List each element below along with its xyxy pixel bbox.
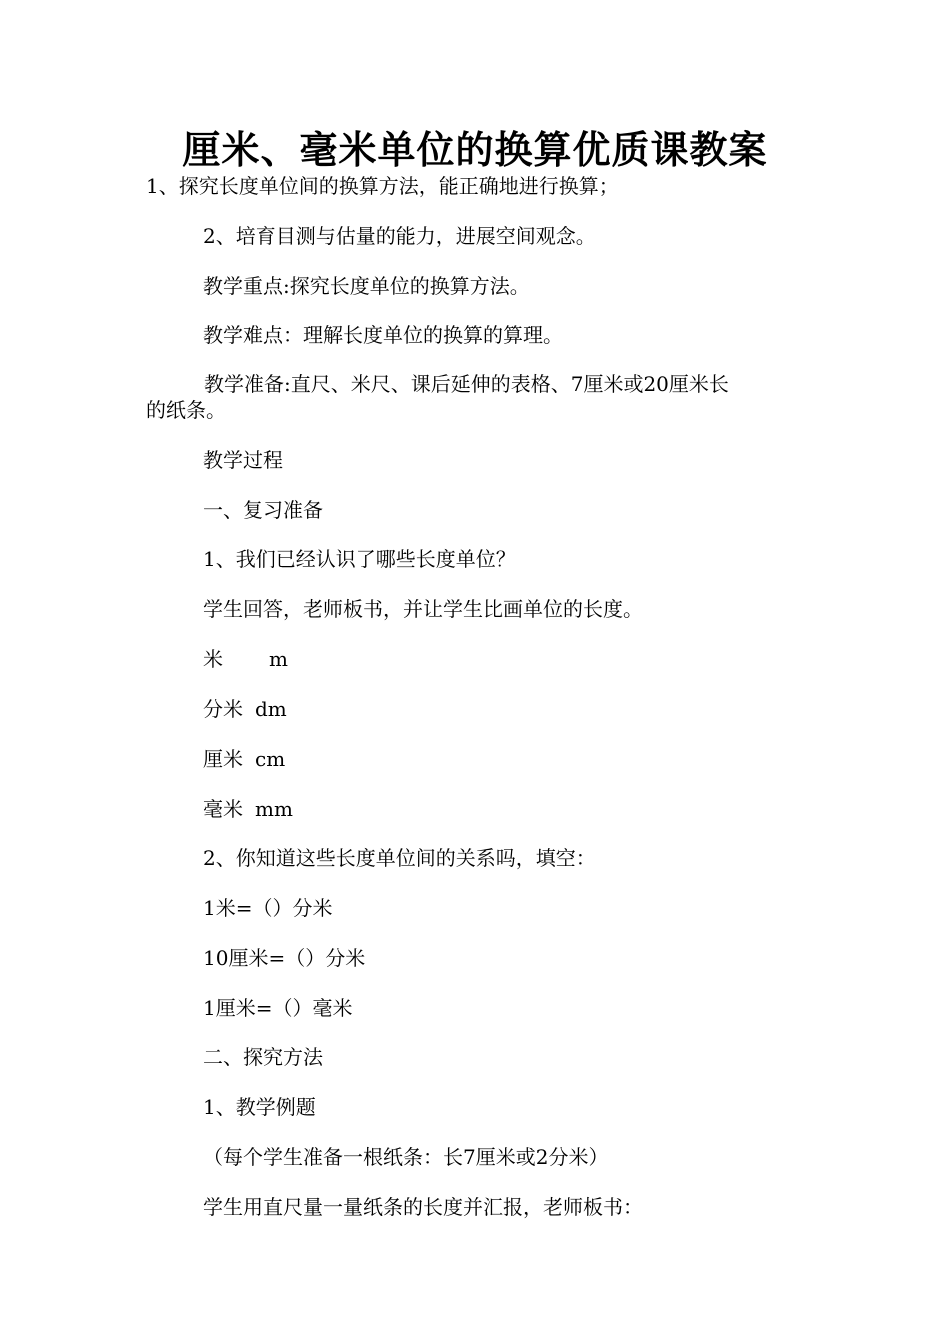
- key-point: 教学重点:探究长度单位的换算方法。: [203, 274, 530, 298]
- unit-name: 米: [203, 647, 223, 671]
- unit-abbr: mm: [255, 797, 293, 821]
- unit-name: 毫米: [203, 797, 243, 821]
- unit-row-centimeter: [203, 746, 285, 772]
- unit-name: 厘米: [203, 747, 243, 771]
- section-2-heading: 二、探究方法: [203, 1045, 323, 1069]
- fill-blank-3: 1厘米=（）毫米: [203, 996, 353, 1020]
- unit-row-millimeter: [203, 796, 293, 822]
- fill-blank-2: 10厘米=（）分米: [203, 946, 366, 970]
- unit-name: 分米: [203, 697, 243, 721]
- question-2: 2、你知道这些长度单位间的关系吗，填空：: [203, 846, 596, 870]
- question-1: 1、我们已经认识了哪些长度单位？: [203, 547, 516, 571]
- unit-abbr: dm: [255, 697, 287, 721]
- fill-blank-1: 1米=（）分米: [203, 896, 333, 920]
- section-1-heading: 一、复习准备: [203, 498, 323, 522]
- example-note: （每个学生准备一根纸条：长7厘米或2分米）: [203, 1145, 609, 1169]
- unit-row-decimeter: [203, 696, 287, 722]
- preparation-paragraph: [146, 371, 810, 423]
- process-heading: 教学过程: [203, 448, 283, 472]
- objective-2: 2、培育目测与估量的能力，进展空间观念。: [203, 224, 596, 248]
- example-heading: 1、教学例题: [203, 1095, 316, 1119]
- preparation-line-1: 教学准备:直尺、米尺、课后延伸的表格、7厘米或20厘米长: [204, 372, 729, 396]
- preparation-line-2: 的纸条。: [146, 398, 226, 422]
- unit-abbr: cm: [255, 747, 286, 771]
- difficulty: 教学难点：理解长度单位的换算的算理。: [203, 323, 563, 347]
- document-title: 厘米、毫米单位的换算优质课教案: [182, 127, 768, 172]
- unit-abbr: m: [269, 647, 288, 671]
- answer-1: 学生回答，老师板书，并让学生比画单位的长度。: [203, 597, 643, 621]
- objective-1: 1、探究长度单位间的换算方法，能正确地进行换算；: [146, 174, 619, 198]
- unit-row-meter: [203, 646, 288, 672]
- example-activity: 学生用直尺量一量纸条的长度并汇报，老师板书：: [203, 1195, 643, 1219]
